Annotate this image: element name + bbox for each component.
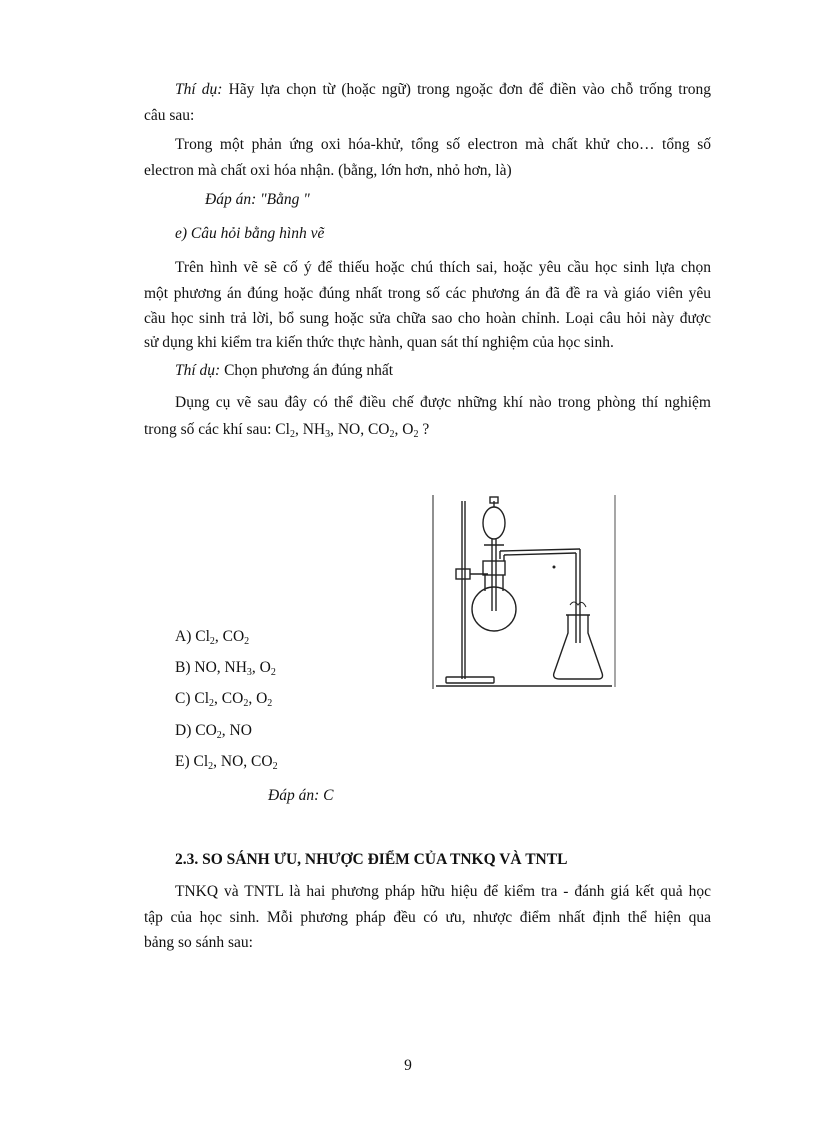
- section-e-para-line: Trên hình vẽ sẽ cố ý để thiếu hoặc chú thích sai, hoặc yêu cầu học sinh lựa chọn: [175, 259, 711, 276]
- section-e-para-line: một phương án đúng hoặc đúng nhất trong số các phương án đã đề ra và giáo viên yêu: [144, 285, 711, 302]
- example1-text: Hãy lựa chọn từ (hoặc ngữ) trong ngoặc đơn để điền vào chỗ trống trong: [222, 81, 711, 98]
- apparatus-figure: [432, 493, 616, 689]
- section-e-para-line: cầu học sinh trả lời, bổ sung hoặc sửa chữa sao cho hoàn chỉnh. Loại câu hỏi này được: [144, 310, 711, 327]
- example2-instruction: Chọn phương án đúng nhất: [220, 362, 394, 379]
- sentence-line2: electron mà chất oxi hóa nhận. (bằng, lớn hơn, nhỏ hơn, là): [144, 162, 512, 179]
- section-23-para-line: tập của học sinh. Mỗi phương pháp đều có ưu, nhược điểm nhất định thể hiện qua: [144, 909, 711, 926]
- option-a: A) $Cl_2$, $CO_2$: [175, 628, 250, 647]
- section-e-para-line: sử dụng khi kiểm tra kiến thức thực hành, quan sát thí nghiệm của học sinh.: [144, 334, 614, 351]
- answer-1: [205, 190, 310, 210]
- answer-label: Đáp án: [205, 191, 252, 208]
- section-23-para-line: bảng so sánh sau:: [144, 934, 253, 951]
- example-label: Thí dụ:: [175, 362, 221, 379]
- section-23-heading: 2.3. SO SÁNH ƯU, NHƯỢC ĐIỂM CỦA TNKQ VÀ TNTL: [175, 851, 568, 868]
- example1-line1: [175, 80, 711, 100]
- sentence-line1: Trong một phản ứng oxi hóa-khử, tổng số electron mà chất khử cho… tổng số: [175, 136, 711, 153]
- section-23-para-line: TNKQ và TNTL là hai phương pháp hữu hiệu để kiểm tra - đánh giá kết quả học: [175, 883, 711, 900]
- option-b: B) NO, $NH_3$, $O_2$: [175, 659, 276, 678]
- question-line1: Dụng cụ vẽ sau đây có thể điều chế được những khí nào trong phòng thí nghiệm: [175, 394, 711, 411]
- example1-line2: câu sau:: [144, 107, 195, 124]
- section-e-heading: e) Câu hỏi bằng hình vẽ: [175, 225, 325, 242]
- answer-2: Đáp án: C: [268, 787, 334, 804]
- lab-apparatus-drawing: [432, 493, 616, 689]
- page-number: 9: [404, 1057, 412, 1074]
- option-d: D) $CO_2$, NO: [175, 722, 252, 741]
- question-line2: trong số các khí sau: $Cl_2$, $NH_3$, NO, $CO_2$, $O_2$ ?: [144, 421, 430, 440]
- answer-value: : "Bằng ": [251, 191, 310, 208]
- option-c: C) $Cl_2$, $CO_2$, $O_2$: [175, 690, 273, 709]
- option-e: E) $Cl_2$, NO, $CO_2$: [175, 753, 278, 772]
- example-label: Thí dụ:: [175, 81, 223, 98]
- example2-line: [175, 361, 393, 381]
